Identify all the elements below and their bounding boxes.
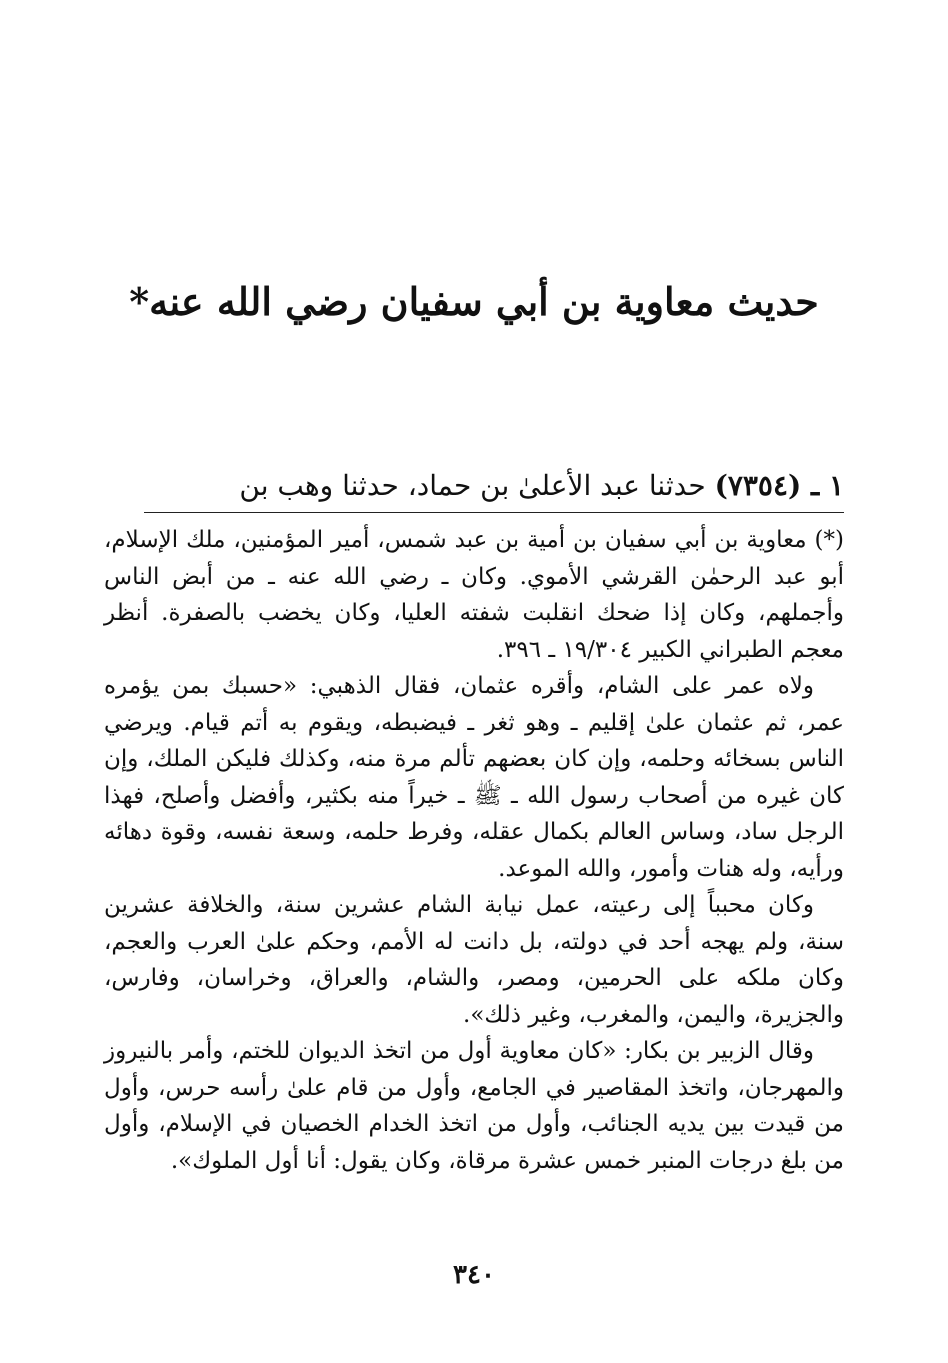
hadith-line [104, 456, 844, 516]
footnote-paragraph-3: وكان محبباً إلى رعيته، عمل نيابة الشام عشرين سنة، والخلافة عشرين سنة، ولم يهجه أحد في دولته، بل دانت له الأمم، وحكم علىٰ العرب والعجم، وكان ملكه على الحرمين، ومصر، والشام، والعراق، وخراسان، وفارس، والجزيرة، واليمن، والمغرب، وغير ذلك». [104, 892, 844, 1028]
chapter-title: حديث معاوية بن أبي سفيان رضي الله عنه* [129, 279, 819, 324]
page-number: ٣٤٠ [453, 1260, 495, 1290]
footnote-paragraph-1: (*) معاوية بن أبي سفيان بن أمية بن عبد شمس، أمير المؤمنين، ملك الإسلام، أبو عبد الرحمٰن القرشي الأموي. وكان ـ رضي الله عنه ـ من أبض الناس وأجملهم، وكان إذا ضحك انقلبت شفته العليا، وكان يخضب بالصفرة. أنظر معجم الطبراني الكبير ١٩/٣٠٤ ـ ٣٩٦. [104, 527, 844, 663]
footnote [104, 522, 844, 1179]
hadith-number: ١ ـ (٧٣٥٤) [714, 469, 844, 502]
hadith-text: حدثنا عبد الأعلىٰ بن حماد، حدثنا وهب بن [239, 469, 706, 502]
footnote-paragraph-4: وقال الزبير بن بكار: «كان معاوية أول من اتخذ الديوان للختم، وأمر بالنيروز والمهرجان، واتخذ المقاصير في الجامع، وأول من قام علىٰ رأسه حرس، وأول من قيدت بين يديه الجنائب، وأول من اتخذ الخدام الخصيان في الإسلام، وأول من بلغ درجات المنبر خمس عشرة مرقاة، وكان يقول: أنا أول الملوك». [104, 1038, 844, 1174]
footnote-paragraph-2: ولاه عمر على الشام، وأقره عثمان، فقال الذهبي: «حسبك بمن يؤمره عمر، ثم عثمان علىٰ إقليم ـ وهو ثغر ـ فيضبطه، ويقوم به أتم قيام. ويرضي الناس بسخائه وحلمه، وإن كان بعضهم تألم مرة منه، وكذلك فليكن الملك، وإن كان غيره من أصحاب رسول الله ـ ﷺ ـ خيراً منه بكثير، وأفضل وأصلح، فهذا الرجل ساد، وساس العالم بكمال عقله، وفرط حلمه، وسعة نفسه، وقوة دهائه ورأيه، وله هنات وأمور، والله الموعد. [104, 673, 844, 882]
footnote-separator [144, 512, 844, 513]
